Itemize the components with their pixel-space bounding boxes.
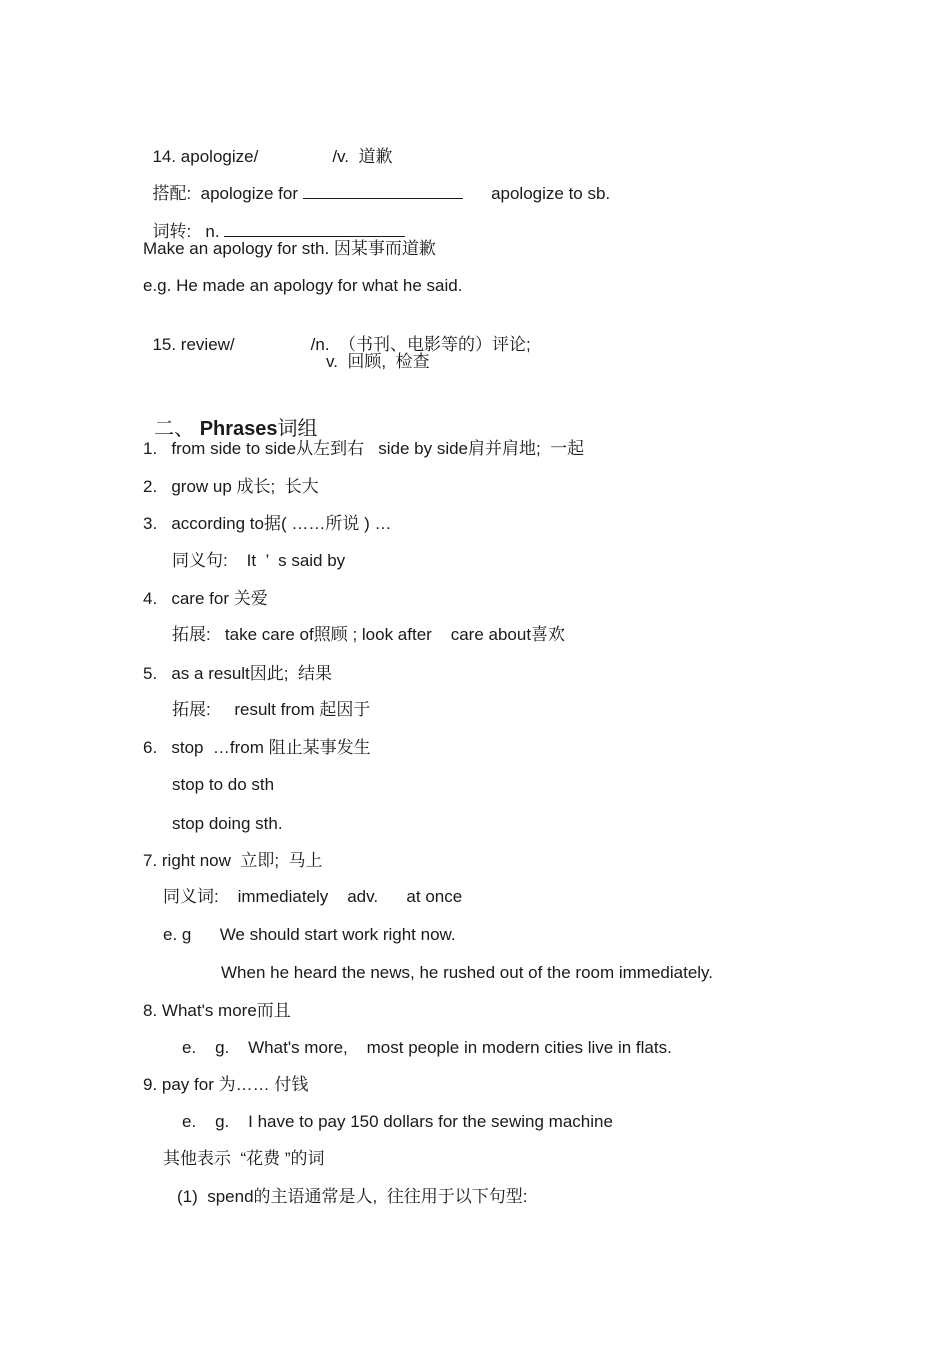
phrase-line: 7. right now 立即; 马上 xyxy=(143,851,323,870)
section-title-en: Phrases xyxy=(199,418,278,440)
vocab-14-collocation xyxy=(143,163,610,204)
vocab-15-head xyxy=(143,315,531,355)
derivation-blank xyxy=(224,221,405,237)
vocab-15-pos-n: /n. （书刊、电影等的）评论; xyxy=(310,335,531,354)
derivation-pos: n. xyxy=(205,222,220,241)
phrase-line: 拓展: result from 起因于 xyxy=(172,700,371,719)
phrase-line: 拓展: take care of照顾 ; look after care about喜欢 xyxy=(172,625,566,644)
collocation-label: 搭配: xyxy=(152,184,192,203)
vocab-14-head xyxy=(143,127,392,167)
phrase-line: 同义句: It ’ s said by xyxy=(172,551,346,570)
section-number: 二、 xyxy=(154,418,195,440)
phrase-line: 6. stop …from 阻止某事发生 xyxy=(143,738,371,757)
derivation-label: 词转: xyxy=(152,222,192,241)
phrase-line: 2. grow up 成长; 长大 xyxy=(143,477,319,496)
collocation-2: apologize to sb. xyxy=(491,184,611,203)
vocab-15-pos-v: v. 回顾, 检查 xyxy=(326,352,430,371)
phrase-line: stop to do sth xyxy=(172,775,275,794)
vocab-14-derivation xyxy=(143,201,405,242)
apology-phrase: Make an apology for sth. 因某事而道歉 xyxy=(143,239,436,258)
collocation-1: apologize for xyxy=(200,184,298,203)
phrase-line: 4. care for 关爱 xyxy=(143,589,268,608)
phrase-line: 同义词: immediately adv. at once xyxy=(163,887,463,906)
phrase-line: 5. as a result因此; 结果 xyxy=(143,664,332,683)
phrase-line: stop doing sth. xyxy=(172,814,283,833)
phrase-line: e. g. I have to pay 150 dollars for the sewing machine xyxy=(182,1112,613,1131)
vocab-14-word: 14. apologize/ xyxy=(152,147,259,166)
phrase-line: e. g We should start work right now. xyxy=(163,925,456,944)
phrase-line: 8. What's more而且 xyxy=(143,1001,291,1020)
phrase-line: e. g. What's more, most people in modern cities live in flats. xyxy=(182,1038,672,1057)
phrase-line: 1. from side to side从左到右 side by side肩并肩地; 一起 xyxy=(143,439,585,458)
phrase-line: When he heard the news, he rushed out of the room immediately. xyxy=(221,963,714,982)
phrase-line: 其他表示 “花费 ”的词 xyxy=(163,1149,325,1168)
vocab-14-pos: /v. 道歉 xyxy=(332,147,393,166)
vocab-15-word: 15. review/ xyxy=(152,335,235,354)
collocation-blank xyxy=(303,183,463,199)
apology-example: e.g. He made an apology for what he said. xyxy=(143,276,463,295)
section-title-zh: 词组 xyxy=(277,418,318,440)
phrase-line: (1) spend的主语通常是人, 往往用于以下句型: xyxy=(177,1187,528,1206)
section-heading xyxy=(143,393,318,441)
phrase-line: 3. according to据( ……所说 ) … xyxy=(143,514,392,533)
phrase-line: 9. pay for 为…… 付钱 xyxy=(143,1075,309,1094)
